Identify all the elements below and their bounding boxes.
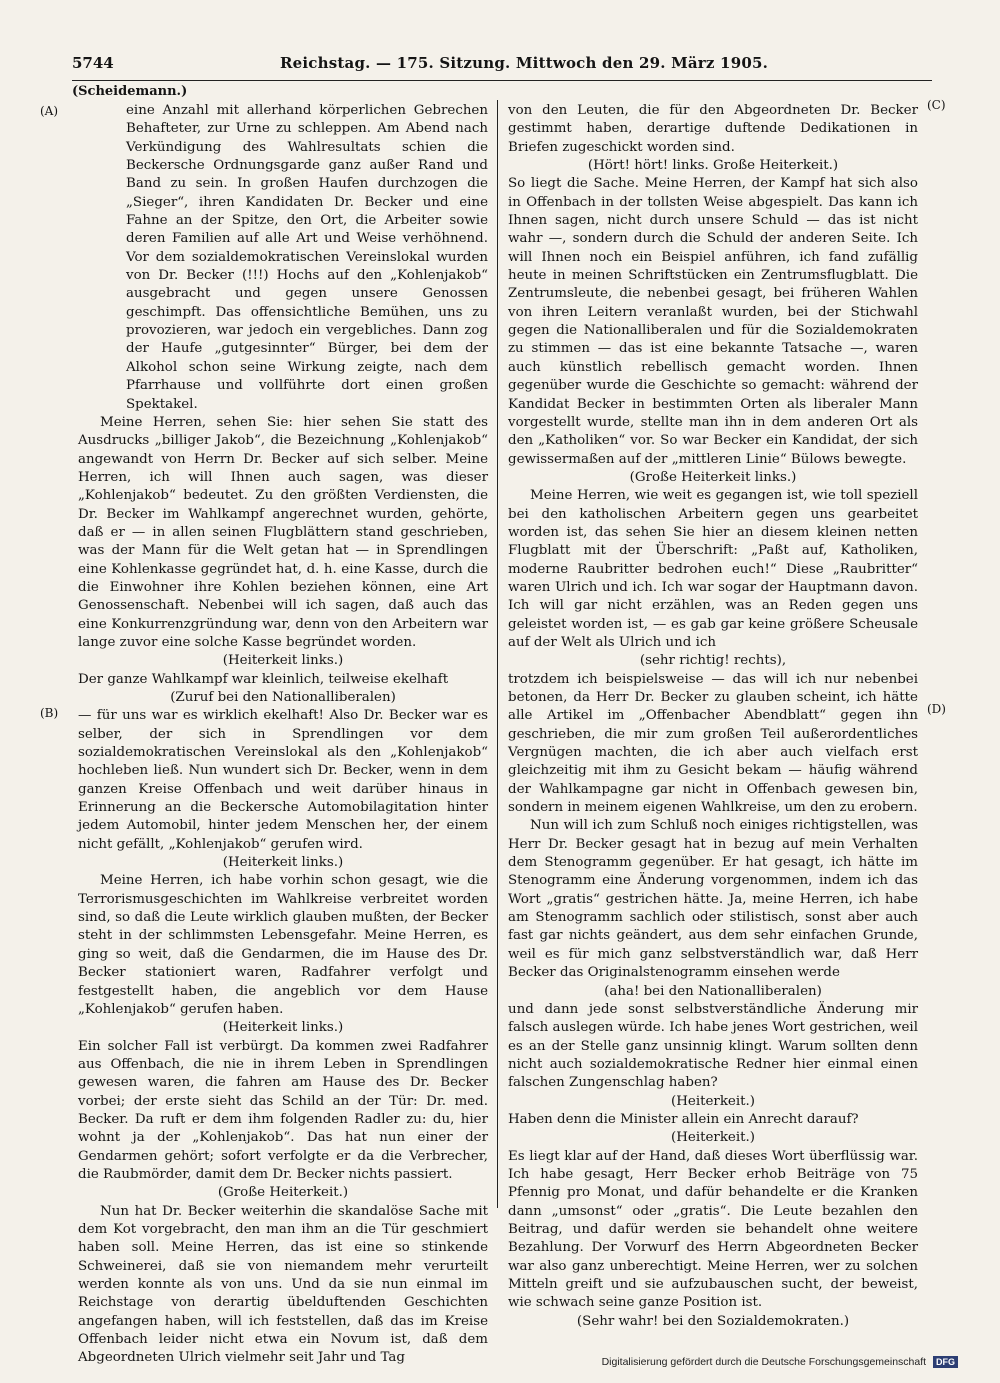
left-column — [78, 102, 488, 1368]
interjection: (Sehr wahr! bei den Sozialdemokraten.) — [576, 1313, 850, 1329]
paragraph: Meine Herren, ich habe vorhin schon gesagt, wie die Terrorismusgeschichten im Wahlkreise verbreitet worden sind, so daß die Leute wirklich glauben mußten, der Becker steht in der schlimmsten Lebensgefahr. Meine Herren, es ging so weit, daß die Gendarmen, die im Hause des Dr. Becker stationiert waren, Radfahrer verfolgt und festgestellt haben, die angeblich vor dem Hause „Kohlenjakob“ gerufen haben. — [78, 873, 488, 1017]
interjection: (Heiterkeit.) — [671, 1130, 755, 1146]
margin-marker-c: (C) — [927, 98, 946, 112]
paragraph: Meine Herren, wie weit es gegangen ist, wie toll speziell bei den katholischen Arbeitern gegen uns gearbeitet worden ist, das sehen Sie hier an diesem kleinen netten Flugblatt mit der Überschrift: „Paßt auf, Katholiken, moderne Raubritter bedrohen euch!“ Diese „Raubritter“ waren Ulrich und ich. Ich war sogar der Hauptmann davon. Ich will gar nicht erzählen, was an Reden gegen uns geleistet worden ist, — es gab gar keine größere Scheusale auf der Welt als Ulrich und ich — [508, 488, 918, 650]
interjection: (aha! bei den Nationalliberalen) — [604, 983, 822, 999]
interjection: (Heiterkeit.) — [671, 1093, 755, 1109]
paragraph: eine Anzahl mit allerhand körperlichen Gebrechen Behafteter, zur Urne zu schleppen. Am Abend nach Verkündigung des Wahlresultats schien die Beckersche Ordnungsgarde ganz außer Rand und Band zu sein. In großen Haufen durchzogen die „Sieger“, ihren Kandidaten Dr. Becker und eine Fahne an der Spitze, den Ort, die Arbeiter sowie deren Familien auf alle Art und Weise verhöhnend. Vor dem sozialdemokratischen Vereinslokal wurden von Dr. Becker (!!!) Hochs auf den „Kohlenjakob“ ausgebracht und gegen unsere Genossen geschimpft. Das offensichtliche Bemühen, uns zu provozieren, war jedoch ein vergebliches. Dann zog der Haufe „gutgesinnter“ Bürger, bei dem der Alkohol schon seine Wirkung zeigte, nach dem Pfarrhause und vollführte dort einen großen Spektakel. — [126, 103, 488, 412]
margin-marker-a: (A) — [40, 104, 59, 118]
interjection: (Große Heiterkeit.) — [217, 1185, 349, 1201]
interjection: (Zuruf bei den Nationalliberalen) — [170, 690, 396, 705]
interjection: (Große Heiterkeit links.) — [629, 469, 797, 485]
dfg-logo: DFG — [933, 1356, 958, 1368]
paragraph: Haben denn die Minister allein ein Anrecht darauf? — [508, 1111, 859, 1127]
paragraph: Nun will ich zum Schluß noch einiges richtigstellen, was Herr Dr. Becker gesagt hat in bezug auf mein Verhalten dem Stenogramm gegenüber. Er hat gesagt, ich hätte im Stenogramm eine Änderung vorgenommen, indem ich das Wort „gratis“ gestrichen hätte. Ja, meine Herren, ich habe am Stenogramm sachlich oder stilistisch, sonst aber auch fast gar nichts geändert, aus dem sehr einfachen Grunde, weil es für mich ganz selbstverständlich war, daß Herr Becker das Originalstenogramm einsehen werde — [508, 818, 918, 981]
paragraph: So liegt die Sache. Meine Herren, der Kampf hat sich also in Offenbach in der tollsten Weise abgespielt. Das kann ich Ihnen sagen, nicht durch unsere Schuld — das ist nicht wahr —, sondern durch die Schuld der anderen Seite. Ich will Ihnen noch ein Beispiel anführen, ich fand zufällig heute in meinen Schriftstücken ein Zentrumsflugblatt. Die Zentrumsleute, die nebenbei gesagt, bei früheren Wahlen von ihren Leitern veranlaßt wurden, bei der Stichwahl gegen die Nationalliberalen und für die Sozialdemokraten zu stimmen — das ist eine bekannte Tatsache —, waren auch künstlich rebellisch gemacht worden. Ihnen gegenüber wurde die Geschichte so gemacht: während der Kandidat Becker in bestimmten Orten als liberaler Mann vorgestellt wurde, stellte man ihn in dem anderen Ort als den „Katholiken“ vor. So war Becker ein Kandidat, der sich gewissermaßen auf der „mittleren Linie“ Bülows bewegte. — [508, 176, 918, 467]
paragraph: Nun hat Dr. Becker weiterhin die skandalöse Sache mit dem Kot vorgebracht, den man ihm an die Tür geschmiert haben soll. Meine Herren, das ist eine so stinkende Schweinerei, daß sie von niemandem mehr verurteilt werden konnte als von uns. Und da sie nun einmal im Reichstage von derartig übelduftenden Geschichten angefangen haben, will ich feststellen, daß das im Kreise Offenbach leider nicht etwa ein Novum ist, daß dem Abgeordneten Ulrich vielmehr seit Jahr und Tag — [78, 1203, 488, 1366]
paragraph: von den Leuten, die für den Abgeordneten Dr. Becker gestimmt haben, derartige duftende Dedikationen in Briefen zugeschickt worden sind. — [508, 103, 918, 155]
margin-marker-d: (D) — [927, 702, 946, 716]
paragraph: Der ganze Wahlkampf war kleinlich, teilweise ekelhaft — [78, 671, 449, 687]
interjection: (Heiterkeit links.) — [222, 653, 344, 669]
running-title: Reichstag. — 175. Sitzung. Mittwoch den 29. März 1905. — [280, 54, 769, 72]
paragraph: Es liegt klar auf der Hand, daß dieses Wort überflüssig war. Ich habe gesagt, Herr Becker erhob Beiträge von 75 Pfennig pro Monat, und dafür behandelte er die Kranken dann „umsonst“ oder „gratis“. Die Leute bezahlen den Beitrag, und dafür werden sie behandelt ohne weitere Bezahlung. Der Vorwurf des Herrn Abgeordneten Becker war also ganz unberechtigt. Meine Herren, wer zu solchen Mitteln greift und sie aufzubauschen sucht, der beweist, wie schwach seine ganze Position ist. — [508, 1148, 918, 1311]
page-header — [72, 54, 932, 76]
interjection: (Heiterkeit links.) — [222, 855, 344, 871]
paragraph: und dann jede sonst selbstverständliche Änderung mir falsch auslegen würde. Ich habe jenes Wort gestrichen, weil es an der Stelle ganz unsinnig klingt. Warum sollten denn nicht auch sozialdemokratische Redner hier einmal einen falschen Zungenschlag haben? — [508, 1001, 918, 1091]
digitization-credit — [602, 1356, 958, 1368]
credit-text: Digitalisierung gefördert durch die Deutsche Forschungsgemeinschaft — [601, 1356, 927, 1368]
speaker-name: (Scheidemann.) — [72, 84, 188, 99]
interjection: (Heiterkeit links.) — [222, 1020, 344, 1036]
interjection: (sehr richtig! rechts), — [639, 653, 787, 669]
margin-marker-b: (B) — [40, 706, 59, 720]
header-rule — [72, 80, 932, 81]
paragraph: Ein solcher Fall ist verbürgt. Da kommen zwei Radfahrer aus Offenbach, die nie in ihrem Leben in Sprendlingen gewesen waren, die fahren am Hause des Dr. Becker vorbei; der erste sieht das Schild an der Tür: Dr. med. Becker. Da ruft er dem ihm folgenden Radler zu: du, hier wohnt ja der „Kohlenjakob“. Das hat nun einer der Gendarmen gehört; sofort verfolgte er da die Verbrecher, die Raubmörder, damit dem Dr. Becker nichts passiert. — [78, 1038, 488, 1182]
paragraph: Meine Herren, sehen Sie: hier sehen Sie statt des Ausdrucks „billiger Jakob“, die Bezeichnung „Kohlenjakob“ angewandt von Herrn Dr. Becker auf sich selber. Meine Herren, ich will Ihnen auch sagen, was dieser „Kohlenjakob“ bedeutet. Zu den größten Verdiensten, die Dr. Becker im Wahlkampf angerechnet wurden, gehörte, daß er — in allen seinen Flugblättern stand geschrieben, was der Mann für die Welt getan hat — in Sprendlingen eine Kohlenkasse gegründet hat, d. h. eine Kasse, durch die die Einwohner ihre Kohlen beziehen können, eine Art Genossenschaft. Nebenbei will ich sagen, daß auch das eine Konkurrenzgründung war, denn von den Arbeitern war lange zuvor eine solche Kasse begründet worden. — [78, 414, 488, 650]
paragraph: trotzdem ich beispielsweise — das will ich nur nebenbei betonen, da Herr Dr. Becker zu glauben scheint, ich hätte alle Artikel im „Offenbacher Abendblatt“ gegen ihn geschrieben, die mir zum großen Teil außerordentliches Vergnügen machten, die ich aber auch vielfach erst gleichzeitig mit ihm zu Gesicht bekam — häufig während der Wahlkampagne gar nicht in Offenbach gewesen bin, sondern in meinem eigenen Wahlkreise, um den zu erobern. — [508, 671, 918, 816]
right-column — [508, 102, 918, 1331]
page-number: 5744 — [72, 54, 114, 72]
column-divider — [497, 100, 498, 1208]
paragraph: — für uns war es wirklich ekelhaft! Also Dr. Becker war es selber, der sich in Sprendlingen vor dem sozialdemokratischen Vereinslokal als den „Kohlenjakob“ hochleben ließ. Nun wundert sich Dr. Becker, wenn in dem ganzen Kreise Offenbach und weit darüber hinaus in Erinnerung an die Beckersche Automobilagitation hinter jedem Automobil, hinter jedem Menschen her, der einem nicht gefällt, „Kohlenjakob“ gerufen wird. — [78, 708, 488, 852]
interjection: (Hört! hört! links. Große Heiterkeit.) — [587, 158, 839, 174]
